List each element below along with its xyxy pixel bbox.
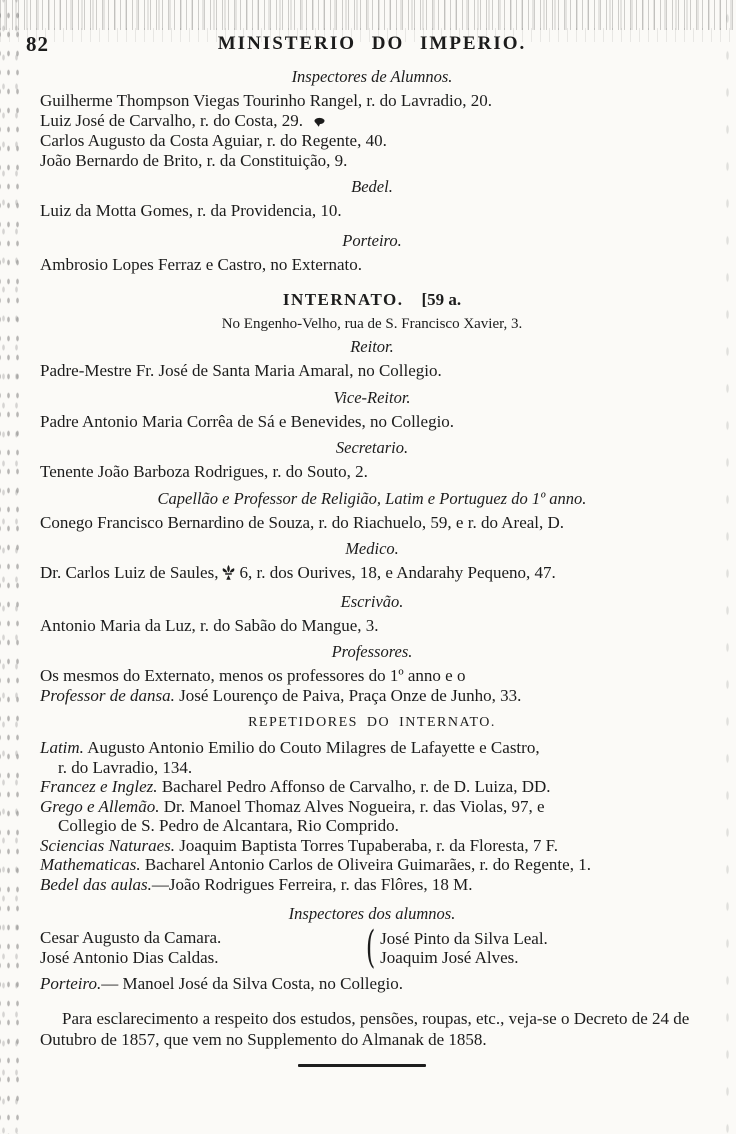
professor-dansa-rest: José Lourenço de Paiva, Praça Onze de Junho, 33. <box>174 685 522 705</box>
role-line-vice-reitor: Padre Antonio Maria Corrêa de Sá e Benevides, no Collegio. <box>40 411 455 431</box>
role-line-medico <box>40 563 704 585</box>
scan-noise-top <box>0 0 736 30</box>
role-heading-reitor: Reitor. <box>350 337 394 357</box>
section-heading-inspectores-dos-alumnos: Inspectores dos alumnos. <box>288 904 456 924</box>
role-heading-professores: Professores. <box>331 642 413 662</box>
role-line-capellao: Conego Francisco Bernardino de Souza, r. do Riachuelo, 59, e r. do Areal, D. <box>40 512 565 532</box>
role-line-secretario: Tenente João Barboza Rodrigues, r. do Souto, 2. <box>40 462 368 482</box>
inspectores-columns <box>40 922 704 974</box>
repetidor-grego-cont: Collegio de S. Pedro de Alcantara, Rio Comprido. <box>58 816 399 836</box>
section-heading-porteiro: Porteiro. <box>342 230 402 250</box>
inspector-right-2: Joaquim José Alves. <box>380 948 519 968</box>
internato-address: No Engenho-Velho, rua de S. Francisco Xavier, 3. <box>221 316 523 333</box>
inspector-left-2: José Antonio Dias Caldas. <box>40 947 219 967</box>
repetidor-francez-inglez <box>40 777 704 797</box>
end-divider <box>298 1064 426 1067</box>
repetidor-sciencias-lead: Sciencias Naturaes. <box>40 835 176 855</box>
role-line-escrivao: Antonio Maria da Luz, r. do Sabão do Mangue, 3. <box>40 615 379 635</box>
role-line-professores-2 <box>40 686 704 706</box>
scan-noise-right-margin <box>722 0 736 1134</box>
repetidor-sciencias <box>40 836 704 856</box>
inspector-left-1: Cesar Augusto da Camara. <box>40 928 222 948</box>
entry-inspector-4: João Bernardo de Brito, r. da Constituição, 9. <box>40 150 348 170</box>
scan-noise-left-margin <box>0 0 24 1134</box>
printer-ornament-icon <box>313 112 326 132</box>
role-heading-capellao: Capellão e Professor de Religião, Latim e Portuguez do 1º anno. <box>157 488 587 508</box>
entry-inspector-3: Carlos Augusto da Costa Aguiar, r. do Regente, 40. <box>40 131 387 151</box>
internato-ref: [59 a. <box>421 290 462 310</box>
repetidor-mathematicas <box>40 855 704 875</box>
inspectores-column-left <box>40 928 362 968</box>
repetidor-francez-rest: Bacharel Pedro Affonso de Carvalho, r. de D. Luiza, DD. <box>157 777 551 797</box>
repetidor-grego-rest: Dr. Manoel Thomaz Alves Nogueira, r. das Violas, 97, e <box>159 796 545 816</box>
role-line-professores-1: Os mesmos do Externato, menos os professores do 1º anno e o <box>40 666 466 686</box>
repetidor-mathematicas-lead: Mathematicas. <box>40 855 141 875</box>
internato-title-row <box>40 290 704 310</box>
repetidor-bedel-lead: Bedel das aulas. <box>40 874 152 894</box>
repetidor-latim-cont: r. do Lavradio, 134. <box>58 757 193 777</box>
repetidor-bedel-aulas <box>40 875 704 895</box>
role-heading-secretario: Secretario. <box>335 438 409 458</box>
repetidor-latim <box>40 738 704 758</box>
repetidor-mathematicas-rest: Bacharel Antonio Carlos de Oliveira Guimarães, r. do Regente, 1. <box>140 855 591 875</box>
porteiro-internato-line <box>40 974 704 994</box>
inspectores-right-names <box>380 929 548 968</box>
column-brace-icon: ( <box>365 922 376 974</box>
entry-inspector-1: Guilherme Thompson Viegas Tourinho Rangel, r. do Lavradio, 20. <box>40 91 493 110</box>
professor-dansa-lead: Professor de dansa. <box>40 685 175 705</box>
section-heading-repetidores: REPETIDORES DO INTERNATO. <box>248 715 496 731</box>
entry-inspector-2-text: Luiz José de Carvalho, r. do Costa, 29. <box>40 110 303 130</box>
inspector-right-1: José Pinto da Silva Leal. <box>380 928 548 948</box>
internato-title: INTERNATO. <box>282 290 404 310</box>
repetidor-francez-lead: Francez e Inglez. <box>40 777 158 797</box>
footer-note: Para esclarecimento a respeito dos estudos, pensões, roupas, etc., veja-se o Decreto de 24 de Outubro de 1857, que vem no Supplemento do Almanak de 1858. <box>40 1008 690 1049</box>
entry-bedel: Luiz da Motta Gomes, r. da Providencia, 10. <box>40 201 342 221</box>
role-heading-vice-reitor: Vice-Reitor. <box>333 387 411 407</box>
page-number: 82 <box>26 32 49 56</box>
role-line-medico-pre: Dr. Carlos Luiz de Saules, <box>40 563 219 583</box>
page-title: MINISTERIO DO IMPERIO. <box>217 33 527 54</box>
page-header <box>26 30 704 60</box>
repetidor-sciencias-rest: Joaquim Baptista Torres Tupaberaba, r. da Floresta, 7 F. <box>175 835 558 855</box>
page-content <box>26 30 704 1067</box>
entry-inspector-2 <box>40 111 704 132</box>
role-line-medico-post: 6, r. dos Ourives, 18, e Andarahy Pequeno, 47. <box>239 563 556 583</box>
role-line-reitor: Padre-Mestre Fr. José de Santa Maria Amaral, no Collegio. <box>40 361 442 381</box>
inspectores-column-right <box>362 922 548 974</box>
repetidor-grego-lead: Grego e Allemão. <box>40 796 160 816</box>
repetidor-latim-rest: Augusto Antonio Emilio do Couto Milagres de Lafayette e Castro, <box>83 738 540 758</box>
repetidor-grego-allemao <box>40 797 704 817</box>
porteiro-internato-lead: Porteiro. <box>40 974 102 994</box>
role-heading-medico: Medico. <box>345 539 399 559</box>
section-heading-inspectores-alumnos: Inspectores de Alumnos. <box>291 67 453 86</box>
porteiro-internato-rest: — Manoel José da Silva Costa, no Collegio. <box>101 974 403 994</box>
section-heading-bedel: Bedel. <box>351 177 393 197</box>
fleur-de-lis-icon <box>222 565 235 585</box>
repetidor-bedel-rest: —João Rodrigues Ferreira, r. das Flôres, 18 M. <box>151 874 473 894</box>
repetidor-latim-lead: Latim. <box>40 738 84 758</box>
entry-porteiro: Ambrosio Lopes Ferraz e Castro, no Externato. <box>40 254 362 274</box>
role-heading-escrivao: Escrivão. <box>340 591 404 611</box>
